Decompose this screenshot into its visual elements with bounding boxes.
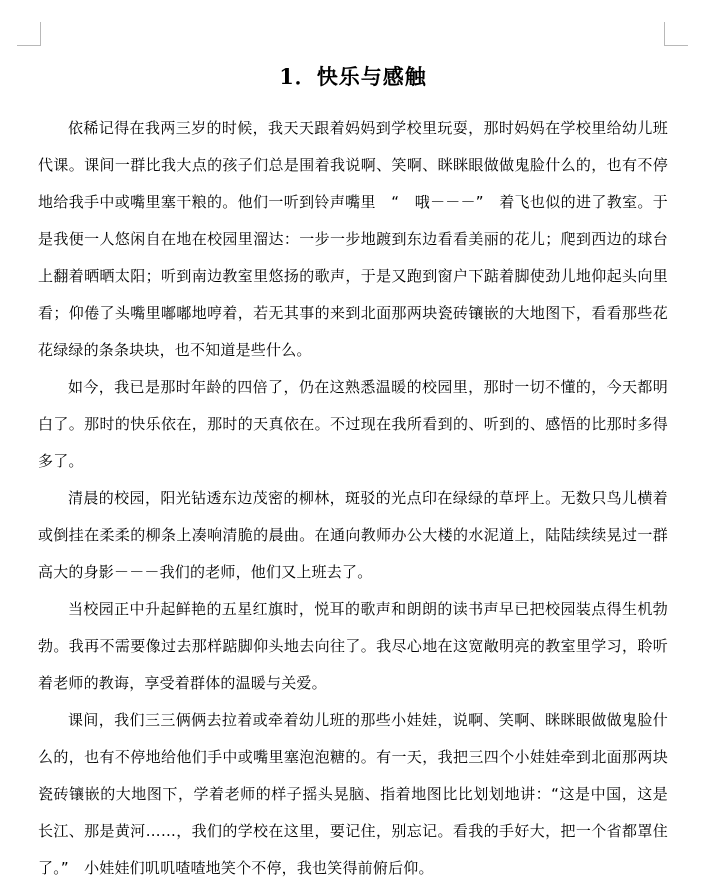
document-body bbox=[38, 92, 668, 887]
document-title: 1．快乐与感触 bbox=[279, 64, 427, 89]
paragraph: 清晨的校园，阳光钻透东边茂密的柳林，斑驳的光点印在绿绿的草坪上。无数只鸟儿横着或倒挂在柔柔的柳条上凑响清脆的晨曲。在通向教师办公大楼的水泥道上，陆陆续续晃过一群高大的身影－－－我们的老师，他们又上班去了。 bbox=[38, 489, 668, 581]
document-content bbox=[38, 0, 668, 887]
paragraph: 如今，我已是那时年龄的四倍了，仍在这熟悉温暖的校园里，那时一切不懂的，今天都明白了。那时的快乐依在，那时的天真依在。不过现在我所看到的、听到的、感悟的比那时多得多了。 bbox=[38, 378, 668, 470]
paragraph: 课间，我们三三俩俩去拉着或牵着幼儿班的那些小娃娃，说啊、笑啊、眯眯眼做做鬼脸什么的，也有不停地给他们手中或嘴里塞泡泡糖的。有一天，我把三四个小娃娃牵到北面那两块瓷砖镶嵌的大地图下，学着老师的样子摇头晃脑、指着地图比比划划地讲：“这是中国，这是长江、那是黄河……，我们的学校在这里，要记住，别忘记。看我的手好大，把一个省都罩住了。” 小娃娃们叽叽喳喳地笑个不停，我也笑得前俯后仰。 bbox=[38, 711, 668, 877]
paragraph: 当校园正中升起鲜艳的五星红旗时，悦耳的歌声和朗朗的读书声早已把校园装点得生机勃勃。我再不需要像过去那样踮脚仰头地去向往了。我尽心地在这宽敞明亮的教室里学习，聆听着老师的教诲，享受着群体的温暖与关爱。 bbox=[38, 600, 668, 692]
paragraph: 依稀记得在我两三岁的时候，我天天跟着妈妈到学校里玩耍，那时妈妈在学校里给幼儿班代课。课间一群比我大点的孩子们总是围着我说啊、笑啊、眯眯眼做做鬼脸什么的，也有不停地给我手中或嘴里塞干粮的。他们一听到铃声嘴里 “ 哦－－－” 着飞也似的进了教室。于是我便一人悠闲自在地在校园里溜达：一步一步地踱到东边看看美丽的花儿；爬到西边的球台上翻着晒晒太阳；听到南边教室里悠扬的歌声，于是又跑到窗户下踮着脚使劲儿地仰起头向里看；仰倦了头嘴里嘟嘟地哼着，若无其事的来到北面那两块瓷砖镶嵌的大地图下，看看那些花花绿绿的条条块块，也不知道是些什么。 bbox=[38, 119, 668, 359]
